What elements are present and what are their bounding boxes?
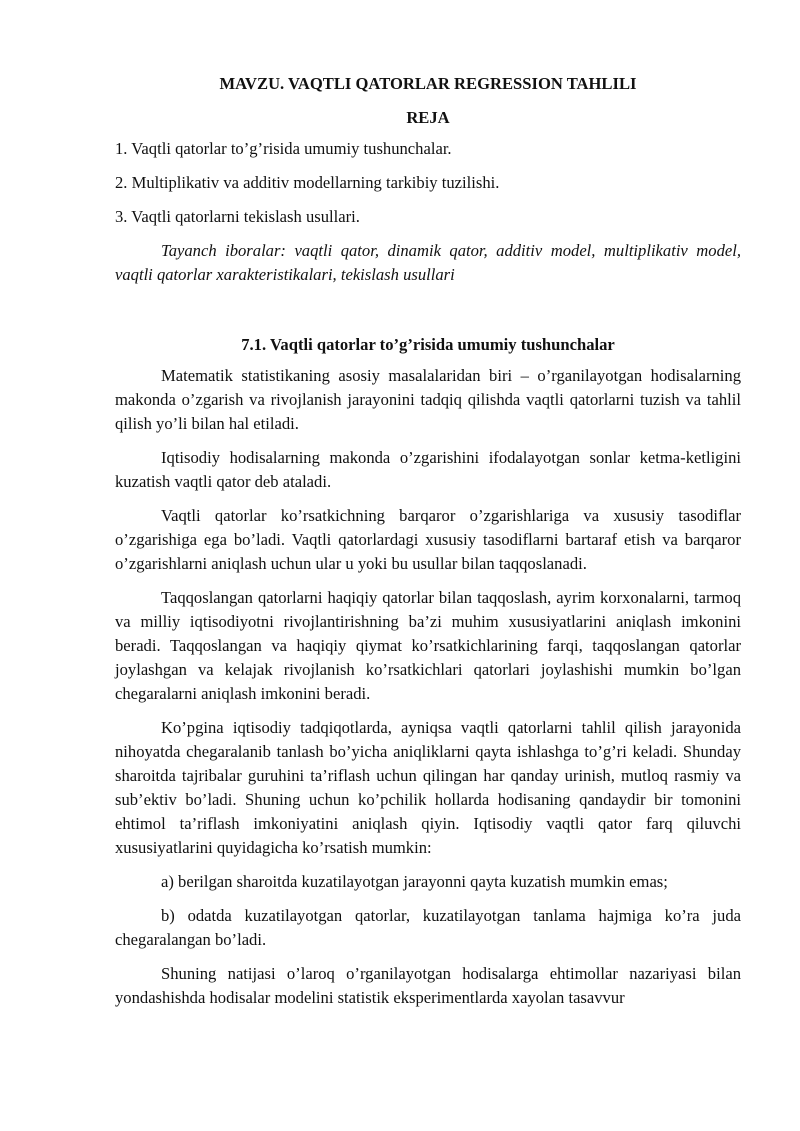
- plan-item-1: 1. Vaqtli qatorlar to’g’risida umumiy tushunchalar.: [115, 139, 452, 158]
- plan-heading: REJA: [406, 108, 450, 127]
- paragraph-1: Matematik statistikaning asosiy masalalaridan biri – o’rganilayotgan hodisalarning makonda o’zgarish va rivojlanish jarayonini tadqiq qilishda vaqtli qatorlarni tuzish va tahlil qilish yo’li bilan hal etiladi.: [115, 366, 741, 433]
- paragraph-6: Shuning natijasi o’laroq o’rganilayotgan hodisalarga ehtimollar nazariyasi bilan yondashishda hodisalar modelini statistik eksperimentlarda xayolan tasavvur: [115, 964, 741, 1007]
- keywords-paragraph: Tayanch iboralar: vaqtli qator, dinamik qator, additiv model, multiplikativ model, vaqtli qatorlar xarakteristikalari, tekislash usullari: [115, 241, 741, 284]
- plan-item-2: 2. Multiplikativ va additiv modellarning tarkibiy tuzilishi.: [115, 173, 500, 192]
- section-heading: 7.1. Vaqtli qatorlar to’g’risida umumiy tushunchalar: [241, 335, 615, 354]
- paragraph-2: Iqtisodiy hodisalarning makonda o’zgarishini ifodalayotgan sonlar ketma-ketligini kuzatish vaqtli qator deb ataladi.: [115, 448, 741, 491]
- paragraph-4: Taqqoslangan qatorlarni haqiqiy qatorlar bilan taqqoslash, ayrim korxonalarni, tarmoq va milliy iqtisodiyotni rivojlantirishning ba’zi muhim xususiyatlarini aniqlash imkonini beradi. Taqqoslangan va haqiqiy qiymat ko’rsatkichlarining farqi, taqqoslangan qatorlar joylashgan va kelajak rivojlanish ko’rsatkichlari qatorlari joylashishi mumkin bo’lgan chegaralarni aniqlash imkonini beradi.: [115, 588, 741, 703]
- paragraph-3: Vaqtli qatorlar ko’rsatkichning barqaror o’zgarishlariga va xususiy tasodiflar o’zgarishiga ega bo’ladi. Vaqtli qatorlardagi xususiy tasodiflarni bartaraf etish va barqaror o’zgarishlarni aniqlash uchun ular u yoki bu usullar bilan taqqoslanadi.: [115, 506, 741, 573]
- paragraph-5: Ko’pgina iqtisodiy tadqiqotlarda, ayniqsa vaqtli qatorlarni tahlil qilish jarayonida nihoyatda chegaralanib tanlash bo’yicha aniqliklarni qayta ishlashga to’g’ri keladi. Shunday sharoitda tajribalar guruhini ta’riflash uchun qilingan har qanday urinish, mutloq rasmiy va sub’ektiv bo’ladi. Shuning uchun ko’pchilik hollarda hodisaning qandaydir bir tomonini ehtimol ta’riflash imkoniyatini aniqlash qiyin. Iqtisodiy vaqtli qator farq qiluvchi xususiyatlarini quyidagicha ko’rsatish mumkin:: [115, 718, 741, 857]
- document-page: [115, 74, 741, 1020]
- plan-item-3: 3. Vaqtli qatorlarni tekislash usullari.: [115, 207, 360, 226]
- list-item-a: a) berilgan sharoitda kuzatilayotgan jarayonni qayta kuzatish mumkin emas;: [161, 872, 668, 891]
- list-item-b: b) odatda kuzatilayotgan qatorlar, kuzatilayotgan tanlama hajmiga ko’ra juda chegaralangan bo’ladi.: [115, 906, 741, 949]
- document-title: MAVZU. VAQTLI QATORLAR REGRESSION TAHLILI: [219, 74, 637, 93]
